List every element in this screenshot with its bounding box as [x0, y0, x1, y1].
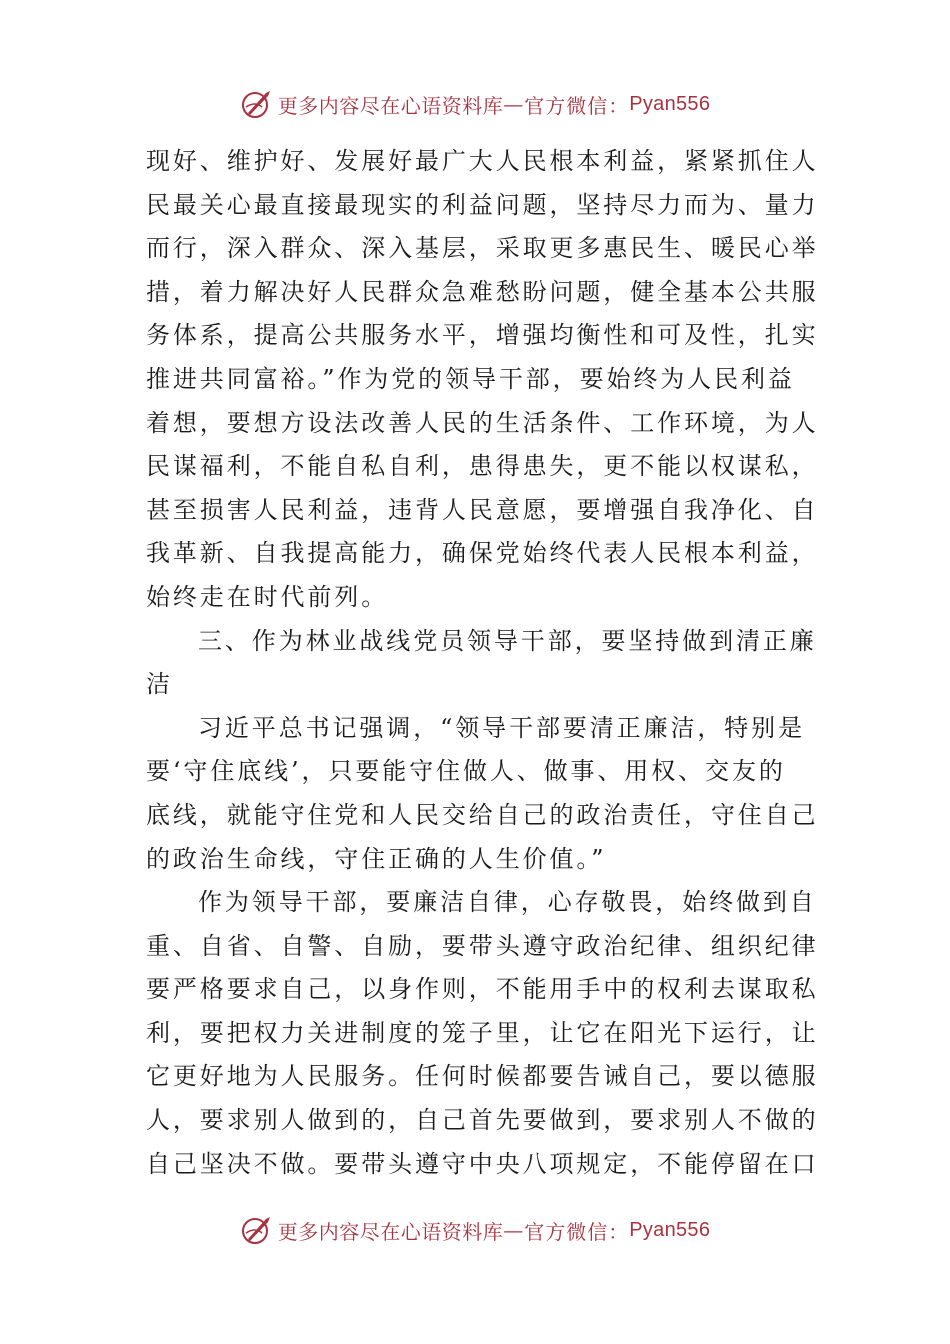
text-line: 要‘守住底线’，只要能守住做人、做事、用权、交友的 — [146, 757, 786, 786]
section-heading: 三、作为林业战线党员领导干部，要坚持做到清正廉 — [198, 626, 817, 655]
banner-dash: — — [503, 1218, 525, 1242]
section-heading-cont: 洁 — [146, 670, 173, 699]
text-line: 重、自省、自警、自励，要带头遵守政治纪律、组织纪律 — [146, 931, 819, 960]
banner-title: 更多内容尽在心语资料库 — [277, 93, 504, 118]
footer-banner — [0, 1210, 950, 1250]
banner-wechat-id: Pyan556 — [629, 1218, 711, 1241]
text-line: 的政治生命线，守住正确的人生价值。” — [146, 844, 607, 873]
text-line: 自己坚决不做。要带头遵守中央八项规定，不能停留在口 — [146, 1149, 819, 1178]
text-line: 着想，要想方设法改善人民的生活条件、工作环境，为人 — [146, 408, 819, 437]
text-line: 而行，深入群众、深入基层，采取更多惠民生、暖民心举 — [146, 234, 819, 263]
text-line: 底线，就能守住党和人民交给自己的政治责任，守住自己 — [146, 800, 819, 829]
banner-label: 官方微信： — [524, 93, 630, 118]
text-line: 习近平总书记强调，“领导干部要清正廉洁，特别是 — [198, 713, 805, 742]
banner-dash: — — [503, 92, 525, 116]
text-line: 务体系，提高公共服务水平，增强均衡性和可及性，扎实 — [146, 321, 819, 350]
text-line: 它更好地为人民服务。任何时候都要告诫自己，要以德服 — [146, 1062, 819, 1091]
banner-wechat-id: Pyan556 — [629, 92, 711, 115]
text-line: 作为领导干部，要廉洁自律，心存敬畏，始终做到自 — [198, 888, 817, 917]
quill-seal-icon — [240, 87, 274, 121]
text-line: 我革新、自我提高能力，确保党始终代表人民根本利益， — [146, 539, 819, 568]
text-line: 现好、维护好、发展好最广大人民根本利益，紧紧抓住人 — [146, 147, 819, 175]
text-line: 民谋福利，不能自私自利，患得患失，更不能以权谋私， — [146, 452, 819, 481]
banner-label: 官方微信： — [524, 1219, 630, 1244]
text-line: 推进共同富裕。”作为党的领导干部，要始终为人民利益 — [146, 364, 795, 393]
text-line: 人，要求别人做到的，自己首先要做到，要求别人不做的 — [146, 1106, 819, 1135]
header-banner — [0, 84, 950, 124]
body-text — [146, 140, 819, 1186]
banner-title: 更多内容尽在心语资料库 — [277, 1219, 504, 1244]
text-line: 民最关心最直接最现实的利益问题，坚持尽力而为、量力 — [146, 190, 819, 219]
text-line: 利，要把权力关进制度的笼子里，让它在阳光下运行，让 — [146, 1018, 819, 1047]
text-line: 始终走在时代前列。 — [146, 582, 389, 611]
text-line: 措，着力解决好人民群众急难愁盼问题，健全基本公共服 — [146, 277, 819, 306]
quill-seal-icon — [240, 1213, 274, 1247]
text-line: 要严格要求自己，以身作则，不能用手中的权利去谋取私 — [146, 975, 819, 1004]
text-line: 甚至损害人民利益，违背人民意愿，要增强自我净化、自 — [146, 495, 819, 524]
